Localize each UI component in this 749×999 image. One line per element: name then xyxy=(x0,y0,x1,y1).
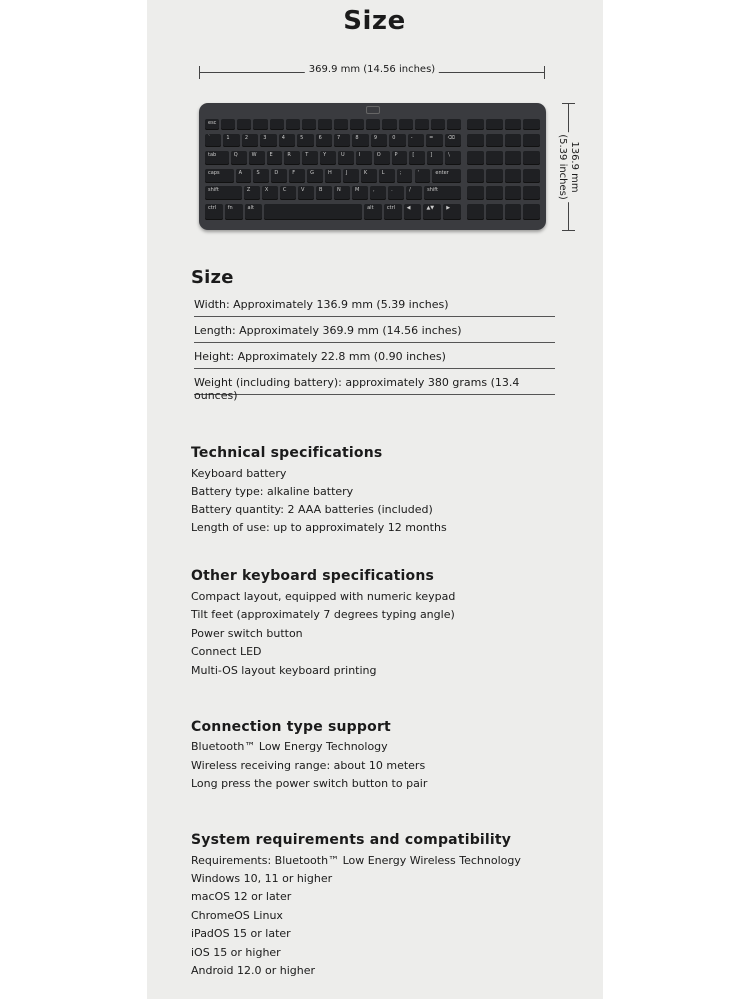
keyboard-key: alt xyxy=(364,204,382,220)
keyboard-key: shift xyxy=(205,186,242,200)
height-label-line1: 136.9 mm xyxy=(569,141,580,193)
technical-line: Battery type: alkaline battery xyxy=(191,485,354,498)
keyboard-key: ▲▼ xyxy=(423,204,441,220)
keyboard-key: 4 xyxy=(279,134,295,147)
keyboard-key xyxy=(523,204,540,220)
keyboard-key: ⌫ xyxy=(445,134,461,147)
keyboard-key xyxy=(237,119,251,130)
keyboard-key: 8 xyxy=(352,134,368,147)
keyboard-key: ctrl xyxy=(205,204,223,220)
keyboard-key: fn xyxy=(225,204,243,220)
system-line: Android 12.0 or higher xyxy=(191,964,316,977)
keyboard-key: tab xyxy=(205,151,229,165)
system-line: ChromeOS Linux xyxy=(191,909,283,922)
keyboard-key: M xyxy=(352,186,368,200)
keyboard-key xyxy=(486,119,503,130)
keyboard-key: 6 xyxy=(316,134,332,147)
keyboard-key xyxy=(334,119,348,130)
keyboard-key: alt xyxy=(245,204,263,220)
keyboard-key xyxy=(523,134,540,147)
size-row xyxy=(194,374,555,402)
keyboard-key xyxy=(505,186,522,200)
keyboard-key xyxy=(467,119,484,130)
size-row xyxy=(194,322,555,343)
connection-line: Long press the power switch button to pair xyxy=(191,777,428,790)
keyboard-key xyxy=(486,134,503,147)
technical-line: Battery quantity: 2 AAA batteries (included) xyxy=(191,503,433,516)
keyboard-key xyxy=(467,151,484,165)
keyboard-key xyxy=(523,186,540,200)
other-line: Compact layout, equipped with numeric keypad xyxy=(191,590,456,603)
keyboard-key: esc xyxy=(205,119,219,130)
keyboard-key: A xyxy=(236,169,252,183)
keyboard-key: I xyxy=(356,151,372,165)
dimension-cap xyxy=(544,66,545,79)
keyboard-key xyxy=(505,204,522,220)
keyboard-key xyxy=(270,119,284,130)
keyboard-key xyxy=(286,119,300,130)
keyboard-key xyxy=(467,186,484,200)
keyboard-key: , xyxy=(370,186,386,200)
connection-line: Wireless receiving range: about 10 meters xyxy=(191,759,426,772)
keyboard-key: O xyxy=(374,151,390,165)
keyboard-key: 9 xyxy=(371,134,387,147)
keyboard-key: K xyxy=(361,169,377,183)
keyboard-key: D xyxy=(271,169,287,183)
dimension-cap xyxy=(562,103,575,104)
keyboard-key: - xyxy=(408,134,424,147)
system-line: Windows 10, 11 or higher xyxy=(191,872,333,885)
keyboard-key: S xyxy=(253,169,269,183)
keyboard-key: 1 xyxy=(223,134,239,147)
keyboard-key xyxy=(467,204,484,220)
keyboard-key: H xyxy=(325,169,341,183)
dimension-cap xyxy=(562,230,575,231)
keyboard-key xyxy=(486,151,503,165)
dimension-cap xyxy=(199,66,200,79)
keyboard-key: J xyxy=(343,169,359,183)
keyboard-key xyxy=(447,119,461,130)
keyboard-key xyxy=(505,151,522,165)
system-line: iOS 15 or higher xyxy=(191,946,281,959)
keyboard-key: N xyxy=(334,186,350,200)
keyboard-key: \ xyxy=(445,151,461,165)
other-heading: Other keyboard specifications xyxy=(191,568,435,584)
keyboard-key: F xyxy=(289,169,305,183)
keyboard-key xyxy=(415,119,429,130)
keyboard-key: L xyxy=(379,169,395,183)
keyboard-key xyxy=(505,119,522,130)
keyboard-key: Q xyxy=(231,151,247,165)
system-heading: System requirements and compatibility xyxy=(191,832,512,848)
keyboard-key: G xyxy=(307,169,323,183)
keyboard-key xyxy=(505,169,522,183)
keyboard-key xyxy=(523,169,540,183)
size-row-text: Length: Approximately 369.9 mm (14.56 inches) xyxy=(194,324,462,337)
keyboard-key: shift xyxy=(424,186,461,200)
keyboard-key: / xyxy=(406,186,422,200)
keyboard-key: 5 xyxy=(297,134,313,147)
keyboard-key xyxy=(523,151,540,165)
technical-line: Keyboard battery xyxy=(191,467,287,480)
size-row xyxy=(194,348,555,369)
keyboard-key xyxy=(350,119,364,130)
keyboard-key: 7 xyxy=(334,134,350,147)
keyboard-key: ◀ xyxy=(404,204,422,220)
keyboard-key xyxy=(318,119,332,130)
keyboard-key: = xyxy=(426,134,442,147)
keyboard-key xyxy=(253,119,267,130)
technical-line: Length of use: up to approximately 12 months xyxy=(191,521,447,534)
size-row xyxy=(194,296,555,317)
keyboard-key xyxy=(382,119,396,130)
width-dimension-label: 369.9 mm (14.56 inches) xyxy=(305,64,439,75)
keyboard-key xyxy=(221,119,235,130)
other-line: Connect LED xyxy=(191,645,262,658)
system-line: macOS 12 or later xyxy=(191,890,292,903)
keyboard-key: [ xyxy=(409,151,425,165)
keyboard-key: V xyxy=(298,186,314,200)
logo-icon xyxy=(366,106,380,114)
keyboard-key: T xyxy=(302,151,318,165)
keyboard-key: enter xyxy=(432,169,461,183)
system-line: Requirements: Bluetooth™ Low Energy Wireless Technology xyxy=(191,854,521,867)
keyboard-key: 3 xyxy=(260,134,276,147)
keyboard-key: 0 xyxy=(389,134,405,147)
keyboard-key: U xyxy=(338,151,354,165)
technical-heading: Technical specifications xyxy=(191,445,383,461)
keyboard-key: ; xyxy=(397,169,413,183)
keyboard-key: R xyxy=(284,151,300,165)
keyboard-key xyxy=(505,134,522,147)
keyboard-key: ` xyxy=(205,134,221,147)
other-line: Multi-OS layout keyboard printing xyxy=(191,664,377,677)
page-title: Size xyxy=(343,6,406,36)
keyboard-key: caps xyxy=(205,169,234,183)
keyboard-key xyxy=(366,119,380,130)
keyboard-key: X xyxy=(262,186,278,200)
keyboard-key: B xyxy=(316,186,332,200)
keyboard-key xyxy=(431,119,445,130)
keyboard-key: 2 xyxy=(242,134,258,147)
keyboard-key: Z xyxy=(244,186,260,200)
size-row-text: Height: Approximately 22.8 mm (0.90 inches) xyxy=(194,350,446,363)
keyboard-key xyxy=(486,169,503,183)
other-line: Power switch button xyxy=(191,627,303,640)
connection-heading: Connection type support xyxy=(191,719,391,735)
keyboard-key xyxy=(486,186,503,200)
height-dimension xyxy=(557,103,580,231)
keyboard-key: ctrl xyxy=(384,204,402,220)
keyboard-key xyxy=(399,119,413,130)
keyboard-key: P xyxy=(392,151,408,165)
keyboard-key xyxy=(467,169,484,183)
keyboard-key xyxy=(467,134,484,147)
keyboard-key xyxy=(523,119,540,130)
size-heading: Size xyxy=(191,267,234,288)
keyboard-key: W xyxy=(249,151,265,165)
height-label-line2: (5.39 inches) xyxy=(557,134,568,200)
other-line: Tilt feet (approximately 7 degrees typing angle) xyxy=(191,608,455,621)
keyboard-key: ' xyxy=(415,169,431,183)
keyboard-key xyxy=(486,204,503,220)
size-row-text: Weight (including battery): approximately 380 grams (13.4 ounces) xyxy=(194,376,520,402)
height-dimension-label xyxy=(556,132,580,202)
keyboard-key: ] xyxy=(427,151,443,165)
keyboard-key xyxy=(264,204,362,220)
keyboard-key: Y xyxy=(320,151,336,165)
system-line: iPadOS 15 or later xyxy=(191,927,291,940)
keyboard-key: C xyxy=(280,186,296,200)
keyboard-key xyxy=(302,119,316,130)
width-dimension xyxy=(199,62,545,82)
keyboard-key: ▶ xyxy=(443,204,461,220)
keyboard-image xyxy=(199,103,546,230)
keyboard-key: E xyxy=(267,151,283,165)
connection-line: Bluetooth™ Low Energy Technology xyxy=(191,740,388,753)
keyboard-key: . xyxy=(388,186,404,200)
size-row-text: Width: Approximately 136.9 mm (5.39 inches) xyxy=(194,298,449,311)
